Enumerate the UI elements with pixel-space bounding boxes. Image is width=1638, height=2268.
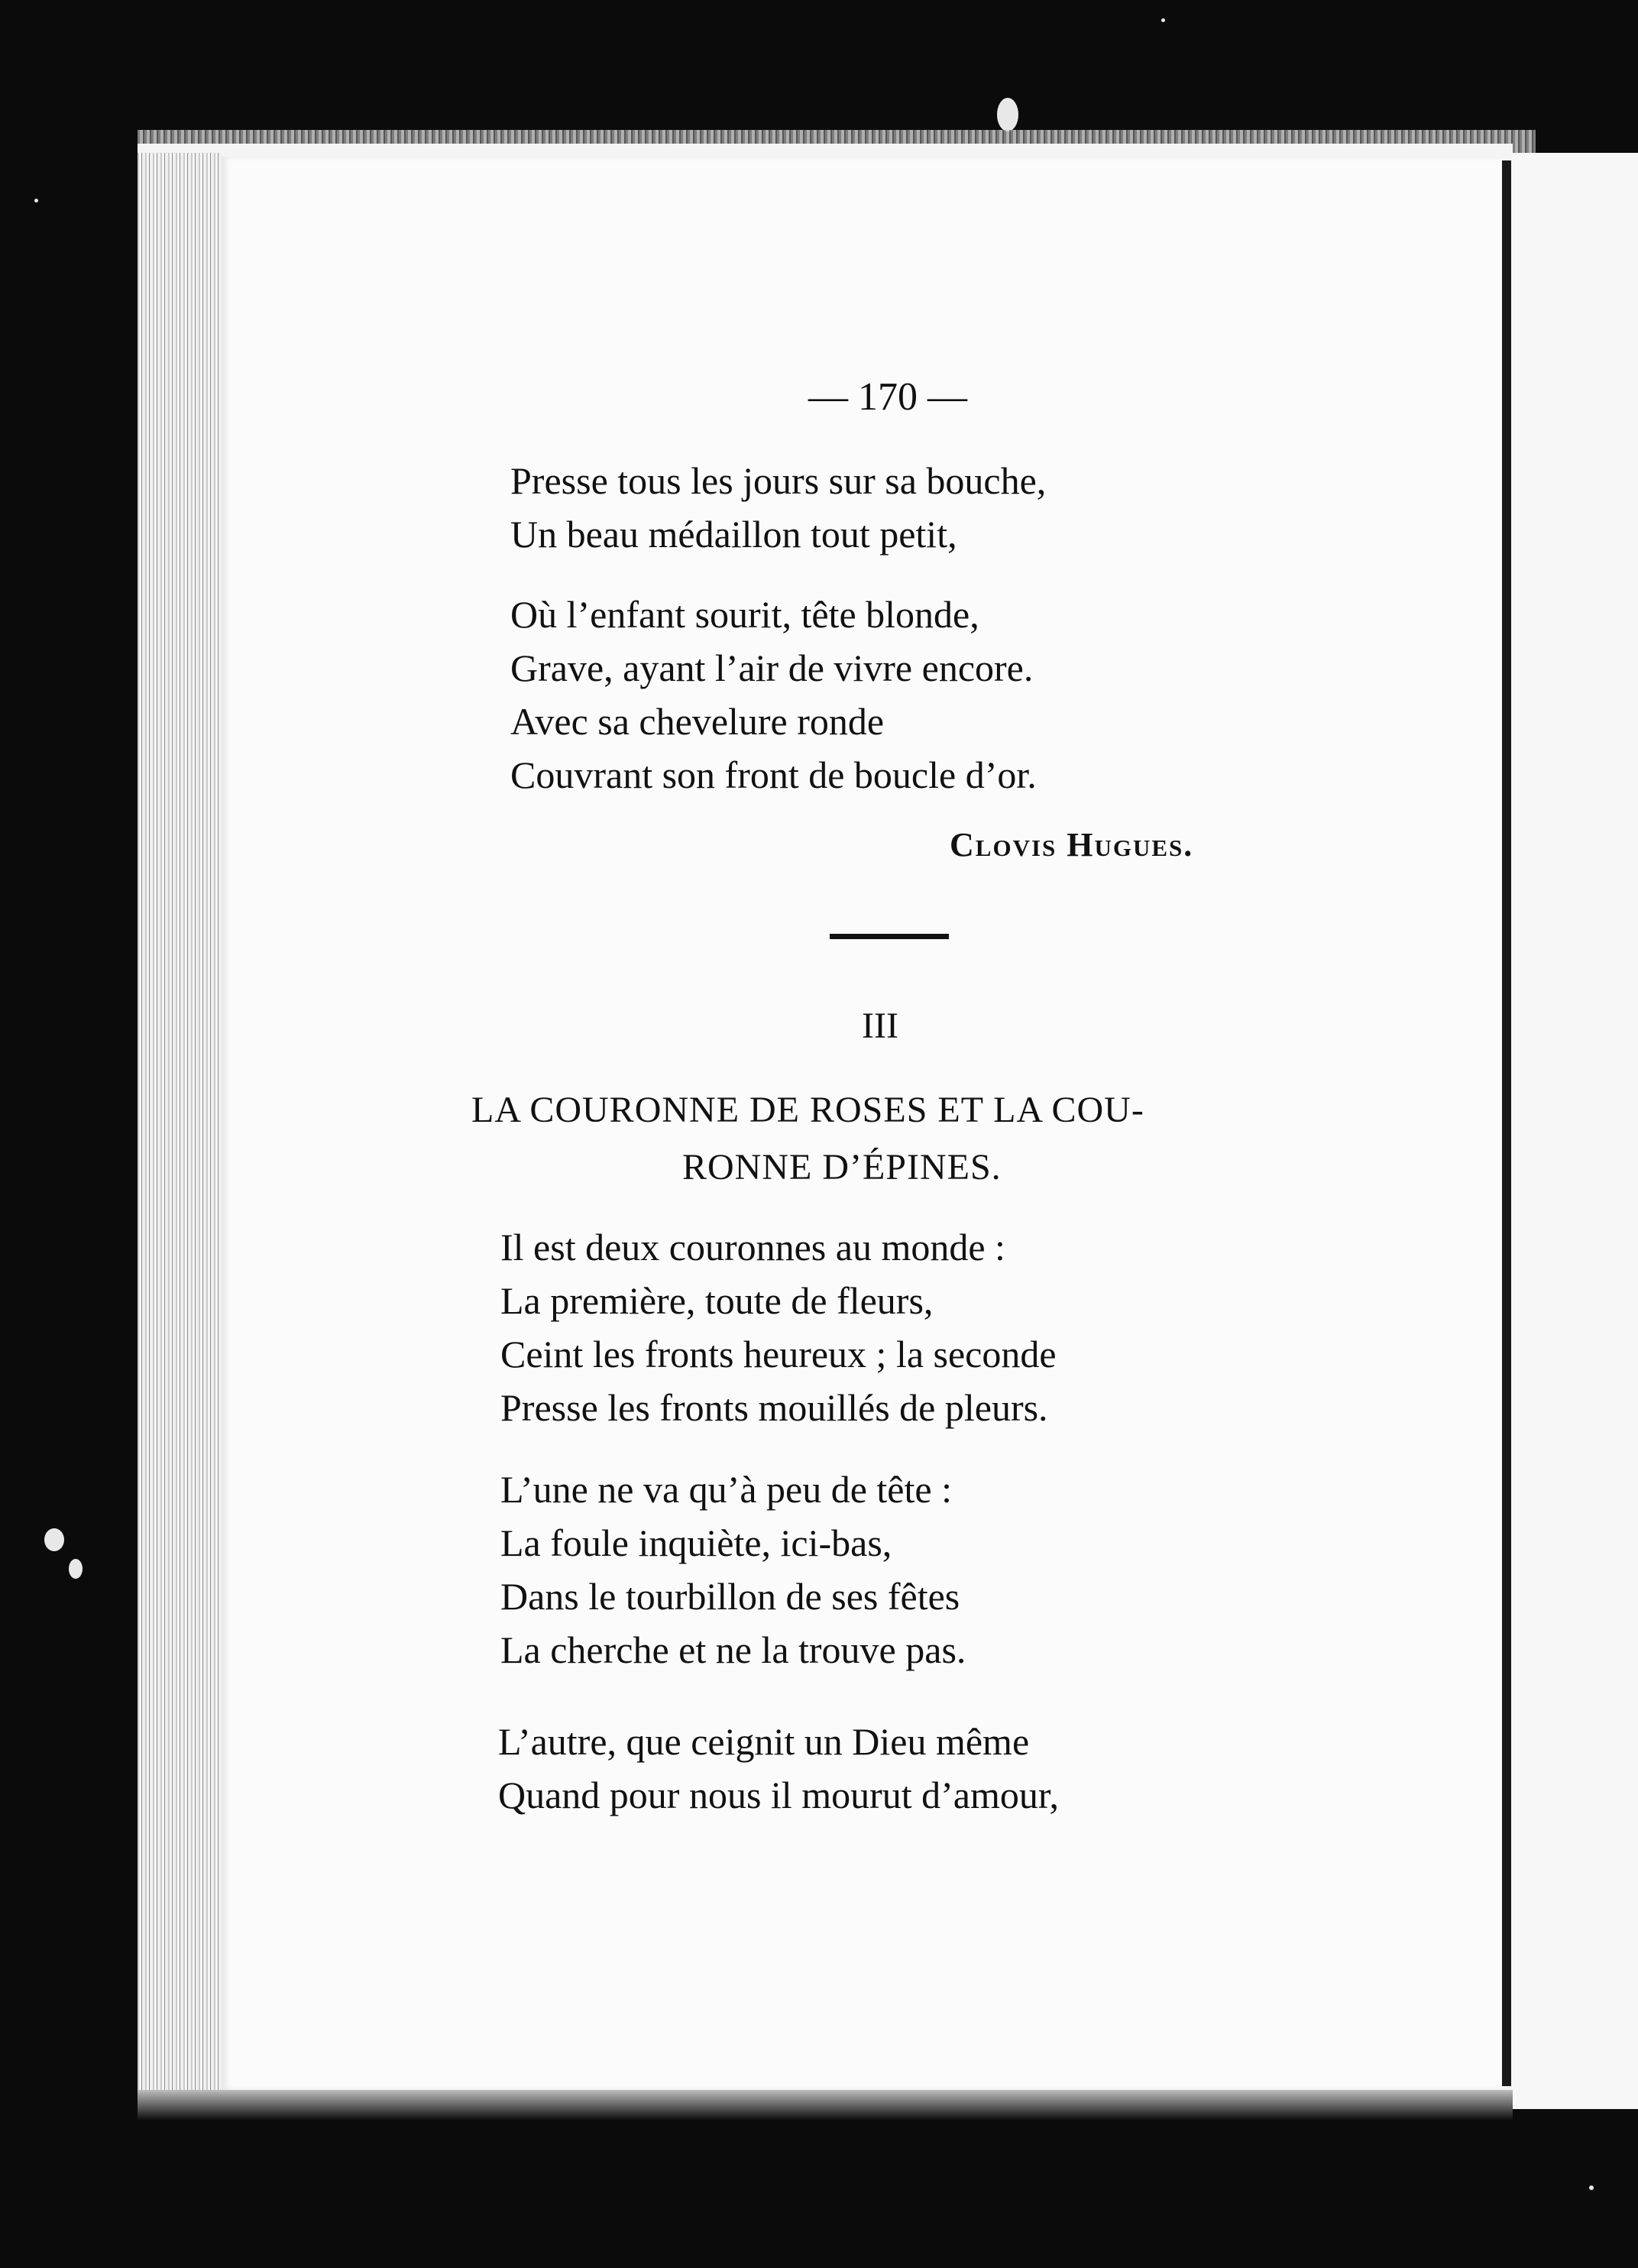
poem-line: Grave, ayant l’air de vivre encore. xyxy=(510,646,1034,689)
scan-speck xyxy=(1589,2185,1594,2190)
poem-line: Il est deux couronnes au monde : xyxy=(500,1226,1005,1268)
page-stack-edge xyxy=(138,153,222,2094)
poem-line: L’une ne va qu’à peu de tête : xyxy=(500,1468,952,1511)
section-divider-rule xyxy=(830,934,949,939)
section-number: III xyxy=(862,1006,898,1046)
scan-speck xyxy=(34,199,38,202)
poem-line: La foule inquiète, ici-bas, xyxy=(500,1521,892,1564)
poem-line: Quand pour nous il mourut d’amour, xyxy=(498,1774,1060,1816)
facing-page xyxy=(1511,153,1638,2109)
page-gutter xyxy=(1502,160,1511,2086)
scan-speck xyxy=(997,98,1018,131)
section-title-line: RONNE D’ÉPINES. xyxy=(682,1147,1002,1187)
section-title-line: LA COURONNE DE ROSES ET LA COU- xyxy=(471,1090,1144,1130)
poem-line: Avec sa chevelure ronde xyxy=(510,700,885,743)
poem-line: Un beau médaillon tout petit, xyxy=(510,513,957,556)
book-bottom-shadow xyxy=(138,2090,1513,2121)
poem-line: La première, toute de fleurs, xyxy=(500,1279,934,1322)
poem-line: Où l’enfant sourit, tête blonde, xyxy=(510,593,979,636)
scan-speck xyxy=(69,1559,83,1579)
poem-author: Clovis Hugues. xyxy=(950,826,1194,863)
poem-line: Ceint les fronts heureux ; la seconde xyxy=(500,1333,1057,1375)
page-number: — 170 — xyxy=(808,375,967,419)
poem-line: L’autre, que ceignit un Dieu même xyxy=(498,1720,1030,1763)
poem-line: La cherche et ne la trouve pas. xyxy=(500,1628,966,1671)
scan-speck xyxy=(44,1528,64,1551)
poem-line: Couvrant son front de boucle d’or. xyxy=(510,753,1037,796)
scan-speck xyxy=(1161,18,1165,22)
poem-line: Presse tous les jours sur sa bouche, xyxy=(510,459,1047,502)
poem-line: Dans le tourbillon de ses fêtes xyxy=(500,1575,960,1618)
poem-line: Presse les fronts mouillés de pleurs. xyxy=(500,1386,1048,1429)
